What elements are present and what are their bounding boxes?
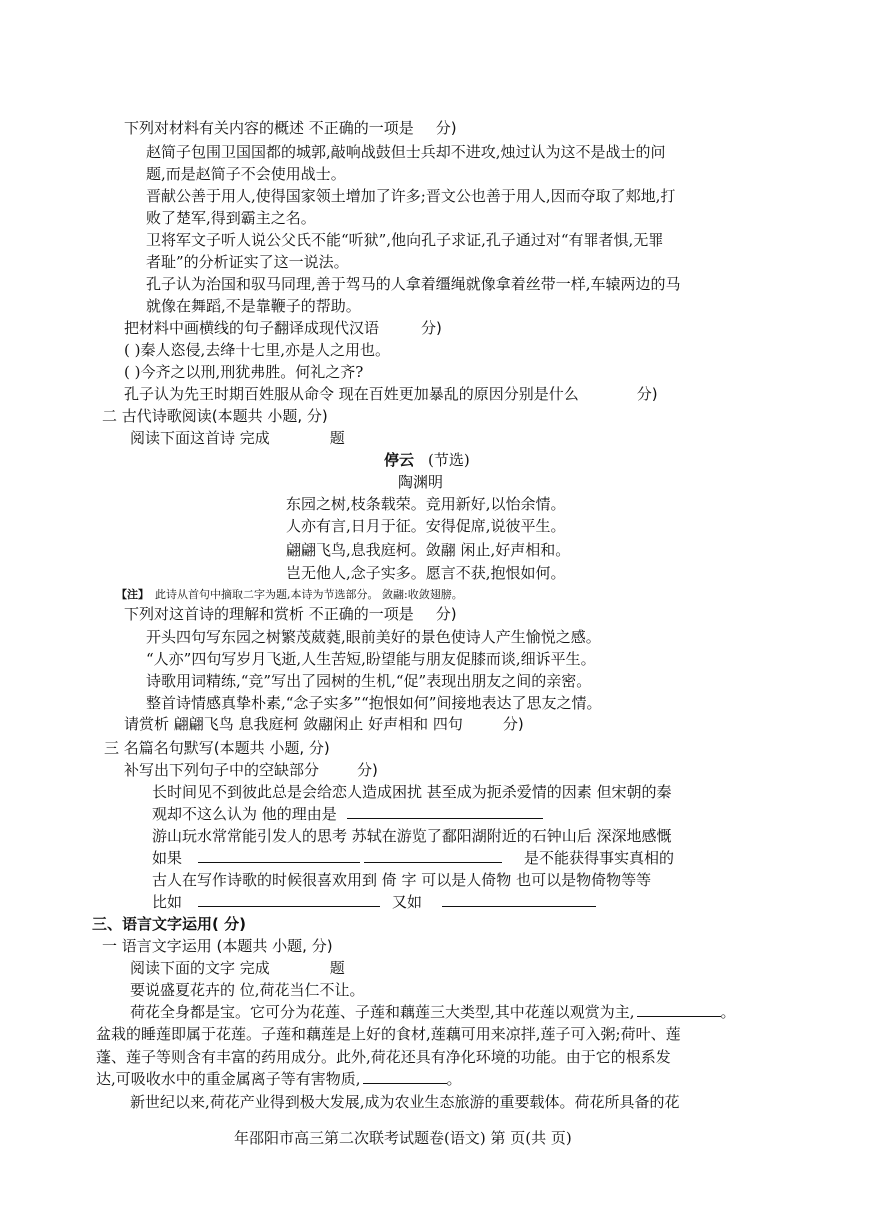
translate-item-1: ( )秦人恣侵,去绛十七里,亦是人之用也。: [124, 341, 391, 359]
fill-blank-1[interactable]: [347, 804, 543, 819]
fill-blank-2[interactable]: [198, 848, 360, 863]
fill-1-line-1: 长时间见不到彼此总是会给恋人造成困扰 甚至成为扼杀爱情的因素 但宋朝的秦: [152, 783, 672, 801]
fill-blank-5[interactable]: [442, 892, 596, 907]
fill-blank-3[interactable]: [364, 848, 502, 863]
question-analyze: 请赏析 翩翩飞鸟 息我庭柯 敛翮闲止 好声相和 四句 分): [124, 715, 524, 733]
translate-item-2: ( )今齐之以刑,刑犹弗胜。何礼之齐?: [124, 363, 364, 381]
question-reason: 孔子认为先王时期百姓服从命令 现在百姓更加暴乱的原因分别是什么 分): [124, 385, 658, 403]
section-heading-dictation: 三 名篇名句默写(本题共 小题, 分): [104, 739, 330, 757]
option-a-line-2: 题,而是赵简子不会使用战士。: [146, 165, 346, 183]
poem-author: 陶渊明: [398, 473, 444, 491]
lotus-paragraph-2-line-2: 盆栽的睡莲即属于花莲。子莲和藕莲是上好的食材,莲藕可用来凉拌,莲子可入粥;荷叶、莲: [96, 1025, 681, 1043]
poem-verse-4: 岂无他人,念子实多。愿言不获,抱恨如何。: [286, 564, 566, 582]
language-blank-2[interactable]: [363, 1069, 447, 1084]
fill-2-line-2: 如果 是不能获得事实真相的: [152, 849, 675, 867]
section-heading-poetry: 二 古代诗歌阅读(本题共 小题, 分): [102, 407, 328, 425]
lotus-paragraph-2-line-3: 蓬、莲子等则含有丰富的药用成分。此外,荷花还具有净化环境的功能。由于它的根系发: [96, 1048, 671, 1066]
poem-verse-1: 东园之树,枝条载荣。竞用新好,以怡余情。: [286, 495, 566, 513]
option-b-line-2: 败了楚军,得到霸主之名。: [146, 209, 316, 227]
lotus-paragraph-2-line-1: 荷花全身都是宝。它可分为花莲、子莲和藕莲三大类型,其中花莲以观赏为主, 。: [130, 1003, 736, 1021]
option-c-line-1: 卫将军文子听人说公父氏不能“听狱”,他向孔子求证,孔子通过对“有罪者惧,无罪: [146, 231, 664, 249]
poem-option-d: 整首诗情感真挚朴素,“念子实多”“抱恨如何”间接地表达了思友之情。: [146, 694, 602, 712]
language-intro: 阅读下面的文字 完成 题: [130, 959, 345, 977]
poetry-intro: 阅读下面这首诗 完成 题: [130, 429, 345, 447]
lotus-paragraph-3-line-1: 新世纪以来,荷花产业得到极大发展,成为农业生态旅游的重要载体。荷花所具备的花: [130, 1093, 680, 1111]
fill-1-line-2: 观却不这么认为 他的理由是: [152, 804, 543, 824]
sub-heading-language: 一 语言文字运用 (本题共 小题, 分): [102, 937, 333, 955]
question-appreciate: 下列对这首诗的理解和赏析 不正确的一项是 分): [124, 605, 457, 623]
page-footer: 年邵阳市高三第二次联考试题卷(语文) 第 页(共 页): [234, 1129, 572, 1147]
question-translate: 把材料中画横线的句子翻译成现代汉语 分): [124, 319, 442, 337]
poem-option-c: 诗歌用词精练,“竞”写出了园树的生机,“促”表现出朋友之间的亲密。: [146, 672, 592, 690]
fill-3-line-1: 古人在写作诗歌的时候很喜欢用到 倚 字 可以是人倚物 也可以是物倚物等等: [152, 871, 652, 889]
poem-note: 【注】 此诗从首句中摘取二字为题,本诗为节选部分。 敛翮:收敛翅膀。: [116, 588, 463, 601]
poem-title: 停云 (节选): [384, 451, 470, 469]
question-fill: 补写出下列句子中的空缺部分 分): [124, 761, 378, 779]
fill-blank-4[interactable]: [198, 892, 380, 907]
language-blank-1[interactable]: [637, 1002, 721, 1017]
option-d-line-2: 就像在舞蹈,不是靠鞭子的帮助。: [146, 297, 361, 315]
option-b-line-1: 晋献公善于用人,使得国家领土增加了许多;晋文公也善于用人,因而夺取了郏地,打: [146, 187, 676, 205]
fill-3-line-2: 比如 又如: [152, 892, 596, 912]
poem-option-a: 开头四句写东园之树繁茂葳蕤,眼前美好的景色使诗人产生愉悦之感。: [146, 628, 601, 646]
poem-verse-2: 人亦有言,日月于征。安得促席,说彼平生。: [286, 517, 566, 535]
fill-2-line-1: 游山玩水常常能引发人的思考 苏轼在游览了鄱阳湖附近的石钟山后 深深地感慨: [152, 827, 672, 845]
question-summary: 下列对材料有关内容的概述 不正确的一项是 分): [124, 119, 457, 137]
poem-option-b: “人亦”四句写岁月飞逝,人生苦短,盼望能与朋友促膝而谈,细诉平生。: [146, 650, 596, 668]
poem-verse-3: 翩翩飞鸟,息我庭柯。敛翮 闲止,好声相和。: [286, 541, 571, 559]
option-c-line-2: 者耻”的分析证实了这一说法。: [146, 253, 349, 271]
lotus-paragraph-1: 要说盛夏花卉的 位,荷花当仁不让。: [130, 981, 365, 999]
lotus-paragraph-2-line-4: 达,可吸收水中的重金属离子等有害物质, 。: [96, 1070, 462, 1088]
option-a-line-1: 赵简子包围卫国国都的城郭,敲响战鼓但士兵却不进攻,烛过认为这不是战士的问: [146, 143, 666, 161]
option-d-line-1: 孔子认为治国和驭马同理,善于驾马的人拿着缰绳就像拿着丝带一样,车辕两边的马: [146, 275, 681, 293]
section-heading-language: 三、语言文字运用( 分): [92, 915, 246, 933]
